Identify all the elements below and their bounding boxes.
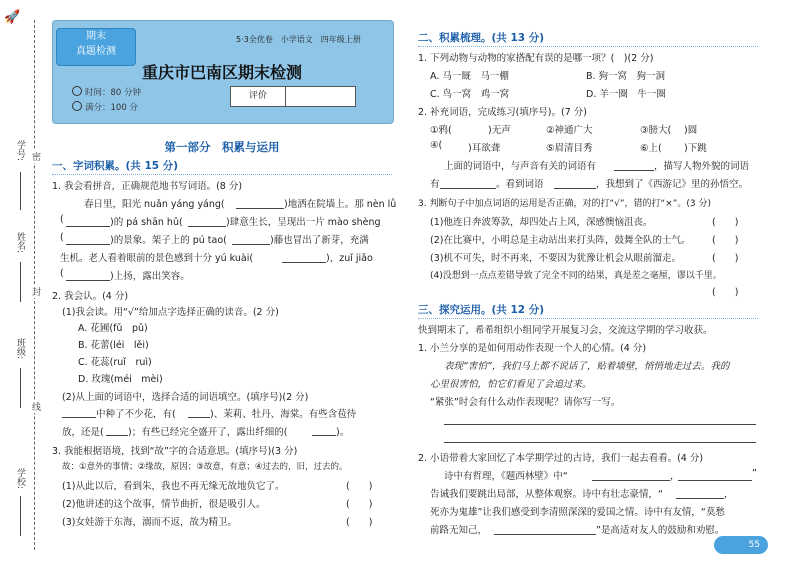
question-r4: 1. 小兰分享的是如何用动作表现一个人的心情。(4 分) bbox=[418, 343, 647, 354]
part-title: 第一部分 积累与运用 bbox=[164, 140, 280, 154]
student-id-label: 学号: bbox=[15, 140, 25, 162]
option-d[interactable]: D. 玫瑰(méi mèi) bbox=[78, 374, 163, 385]
evaluation-label: 评价 bbox=[248, 91, 267, 101]
answer-blank[interactable] bbox=[66, 244, 110, 245]
answer-blank[interactable] bbox=[312, 435, 336, 436]
option-c[interactable]: C. 鸟一窝 鸡一窝 bbox=[430, 89, 510, 100]
exam-badge: 期末 真题检测 bbox=[56, 28, 136, 66]
answer-blank[interactable] bbox=[106, 435, 128, 436]
question-r5: 2. 小语带着大家回忆了本学期学过的古诗，我们一起去看看。(4 分) bbox=[418, 453, 704, 464]
option-b[interactable]: B. 花蕾(léi lěi) bbox=[78, 340, 149, 351]
answer-blank[interactable] bbox=[678, 480, 752, 481]
answer-blank[interactable] bbox=[592, 480, 670, 481]
answer-paren[interactable]: ( ) bbox=[712, 235, 739, 246]
evaluation-box[interactable] bbox=[230, 86, 356, 107]
time-info: 时间：80 分钟 bbox=[72, 86, 141, 98]
answer-blank[interactable] bbox=[494, 534, 596, 535]
answer-blank[interactable] bbox=[66, 280, 110, 281]
answer-blank[interactable] bbox=[236, 208, 284, 209]
cut-mark-3: 线 bbox=[30, 402, 40, 411]
answer-paren[interactable]: ( ) bbox=[712, 217, 739, 228]
answer-blank[interactable] bbox=[676, 498, 724, 499]
answer-paren[interactable]: ( ) bbox=[712, 287, 739, 298]
answer-blank[interactable] bbox=[66, 226, 110, 227]
cut-mark-1: 密 bbox=[30, 152, 40, 161]
question-r1: 1. 下列动物与动物的家搭配有误的是哪一项？( )(2 分) bbox=[418, 53, 654, 64]
answer-paren[interactable]: ( ) bbox=[346, 499, 373, 510]
clock-icon bbox=[72, 86, 82, 96]
writing-line[interactable] bbox=[444, 442, 756, 443]
score-info: 满分：100 分 bbox=[72, 101, 138, 113]
exam-page: 🚀 学号: 密 姓名: 封 班级: 线 学校: 期末 真题检测 5·3全优卷 小学语文 四年级上册 重庆市巴南区期末检测 时间：80 分钟 满分：100 分 评价 第一部分 积累与运用 一、字词积累。(共 15 分) 1. 我会看拼音，正确规范地书写词语。(8 分) 春日里，阳光 nuǎn yáng yáng( )地洒在院墙上。那 nèn lǜ ( )的 pá shān hǔ( )肆意生长，呈现出一片 mào shèng ( )的景象。架子上的 pú tao( )藤也冒出了新芽，充满 生机。老人看着眼前的景色感到十分 yú kuài( )，zuǐ jiǎo ( )上扬，露出笑容。 2. 我会认。(4 分) (1)我会读。用“√”给加点字选择正确的读音。(2 分) A. 花圃(fǔ pǔ) B. 花蕾(léi lěi) C. 花蕊(ruǐ ruì) D. 玫瑰(méi mèi) (2)从上面的词语中，选择合适的词语填空。(填序号)(2 分) 中种了不少花，有( )、茉莉、牡丹、海棠。有些含苞待 放，还是( )；有些已经完全盛开了，露出纤细的( )。 3. 我能根据语境，找到“故”字的合适意思。(填序号)(3 分) 故：①意外的事情；②缘故，原因；③故意，有意；④过去的，旧，过去的。 (1)从此以后，看到朱，我也不再无缘无故地负它了。 ( ) (2)他讲述的这个故事，情节曲折，很是吸引人。 ( ) (3)女娃游于东海，溺而不返，故为精卫。 ( ) 二、积累梳理。(共 13 分) 1. 下列动物与动物的家搭配有误的是哪一项？( )(2 分) A. 马一厩 马一棚 B. 狗一窝 狗一洞 C. 鸟一窝 鸡一窝 D. 羊一圈 牛一圈 2. 补充词语，完成练习(填序号)。(7 分) ①鸦( )无声 ②神通广大 ③膀大( )圆 ④( )耳欲聋 ⑤眉清目秀 ⑥上( )下跳 上面的词语中，与声音有关的词语有 ，描写人物外貌的词语 有 。看到词语 ，我想到了《西游记》里的孙悟空。 3. 判断句子中加点词语的运用是否正确，对的打“√”，错的打“×”。(3 分) (1)他连日奔波筹款，却四处占上风，深感懊恼沮丧。 ( ) (2)在比赛中，小明总是主动站出来打头阵，鼓舞全队的士气。 ( ) (3)机不可失，时不再来，不要因为犹豫让机会从眼前溜走。 ( ) (4)没想到一点点差错导致了完全不同的结果，真是差之毫厘，谬以千里。 ( ) 三、探究运用。(共 12 分) 快到期末了，希希组织小组同学开展复习会，交流这学期的学习收获。 1. 小兰分享的是如何用动作表现一个人的心情。(4 分) 表现“害怕”，我们马上都不说话了，贴着墙壁，悄悄地走过去。我的 心里很害怕，怕它们看见了会追过来。 “紧张”时会有什么动作表现呢？请你写一写。 2. 小语带着大家回忆了本学期学过的古诗，我们一起去看看。(4 分) 诗中有哲理，《题西林壁》中“ ， ” 告诫我们要跳出局部，从整体观察。诗中有壮志豪情，“ ， 死亦为鬼雄”让我们感受到李清照深深的爱国之情。诗中有友情，“莫愁 前路无知己， ”是高适对友人的鼓励和劝慰。 55 bbox=[0, 0, 800, 566]
class-label: 班级: bbox=[15, 338, 25, 360]
option-d[interactable]: D. 羊一圈 牛一圈 bbox=[586, 89, 666, 100]
answer-paren[interactable]: ( ) bbox=[346, 517, 373, 528]
option-a[interactable]: A. 马一厩 马一棚 bbox=[430, 71, 509, 82]
series-label: 5·3全优卷 小学语文 四年级上册 bbox=[236, 35, 361, 44]
section-1-heading: 一、字词积累。(共 15 分) bbox=[52, 160, 179, 172]
school-label: 学校: bbox=[15, 468, 25, 490]
answer-blank[interactable] bbox=[282, 262, 326, 263]
question-r2: 2. 补充词语，完成练习(填序号)。(7 分) bbox=[418, 107, 587, 118]
option-b[interactable]: B. 狗一窝 狗一洞 bbox=[586, 71, 666, 82]
answer-paren[interactable]: ( ) bbox=[712, 253, 739, 264]
answer-blank[interactable] bbox=[614, 170, 654, 171]
student-id-line bbox=[20, 172, 21, 210]
answer-paren[interactable]: ( ) bbox=[346, 481, 373, 492]
check-circle-icon bbox=[72, 101, 82, 111]
question-2: 2. 我会认。(4 分) bbox=[52, 291, 129, 302]
name-label: 姓名: bbox=[15, 232, 25, 254]
section-3-heading: 三、探究运用。(共 12 分) bbox=[418, 304, 545, 316]
school-line bbox=[20, 496, 21, 536]
answer-blank[interactable] bbox=[440, 188, 496, 189]
option-c[interactable]: C. 花蕊(ruǐ ruì) bbox=[78, 357, 152, 368]
writing-line[interactable] bbox=[444, 424, 756, 425]
binding-strip bbox=[0, 0, 46, 566]
question-3: 3. 我能根据语境，找到“故”字的合适意思。(填序号)(3 分) bbox=[52, 446, 298, 457]
answer-blank[interactable] bbox=[554, 188, 596, 189]
section-2-heading: 二、积累梳理。(共 13 分) bbox=[418, 32, 545, 44]
question-1: 1. 我会看拼音，正确规范地书写词语。(8 分) bbox=[52, 181, 243, 192]
option-a[interactable]: A. 花圃(fǔ pǔ) bbox=[78, 323, 148, 334]
cut-mark-2: 封 bbox=[30, 287, 40, 296]
answer-blank[interactable] bbox=[232, 244, 270, 245]
answer-blank[interactable] bbox=[188, 417, 210, 418]
question-r3: 3. 判断句子中加点词语的运用是否正确，对的打“√”，错的打“×”。(3 分) bbox=[418, 199, 711, 209]
answer-blank[interactable] bbox=[62, 417, 96, 418]
page-title: 重庆市巴南区期末检测 bbox=[141, 63, 302, 82]
rocket-icon: 🚀 bbox=[4, 10, 21, 25]
answer-blank[interactable] bbox=[188, 226, 226, 227]
class-line bbox=[20, 368, 21, 408]
page-number: 55 bbox=[714, 536, 768, 554]
name-line bbox=[20, 262, 21, 302]
